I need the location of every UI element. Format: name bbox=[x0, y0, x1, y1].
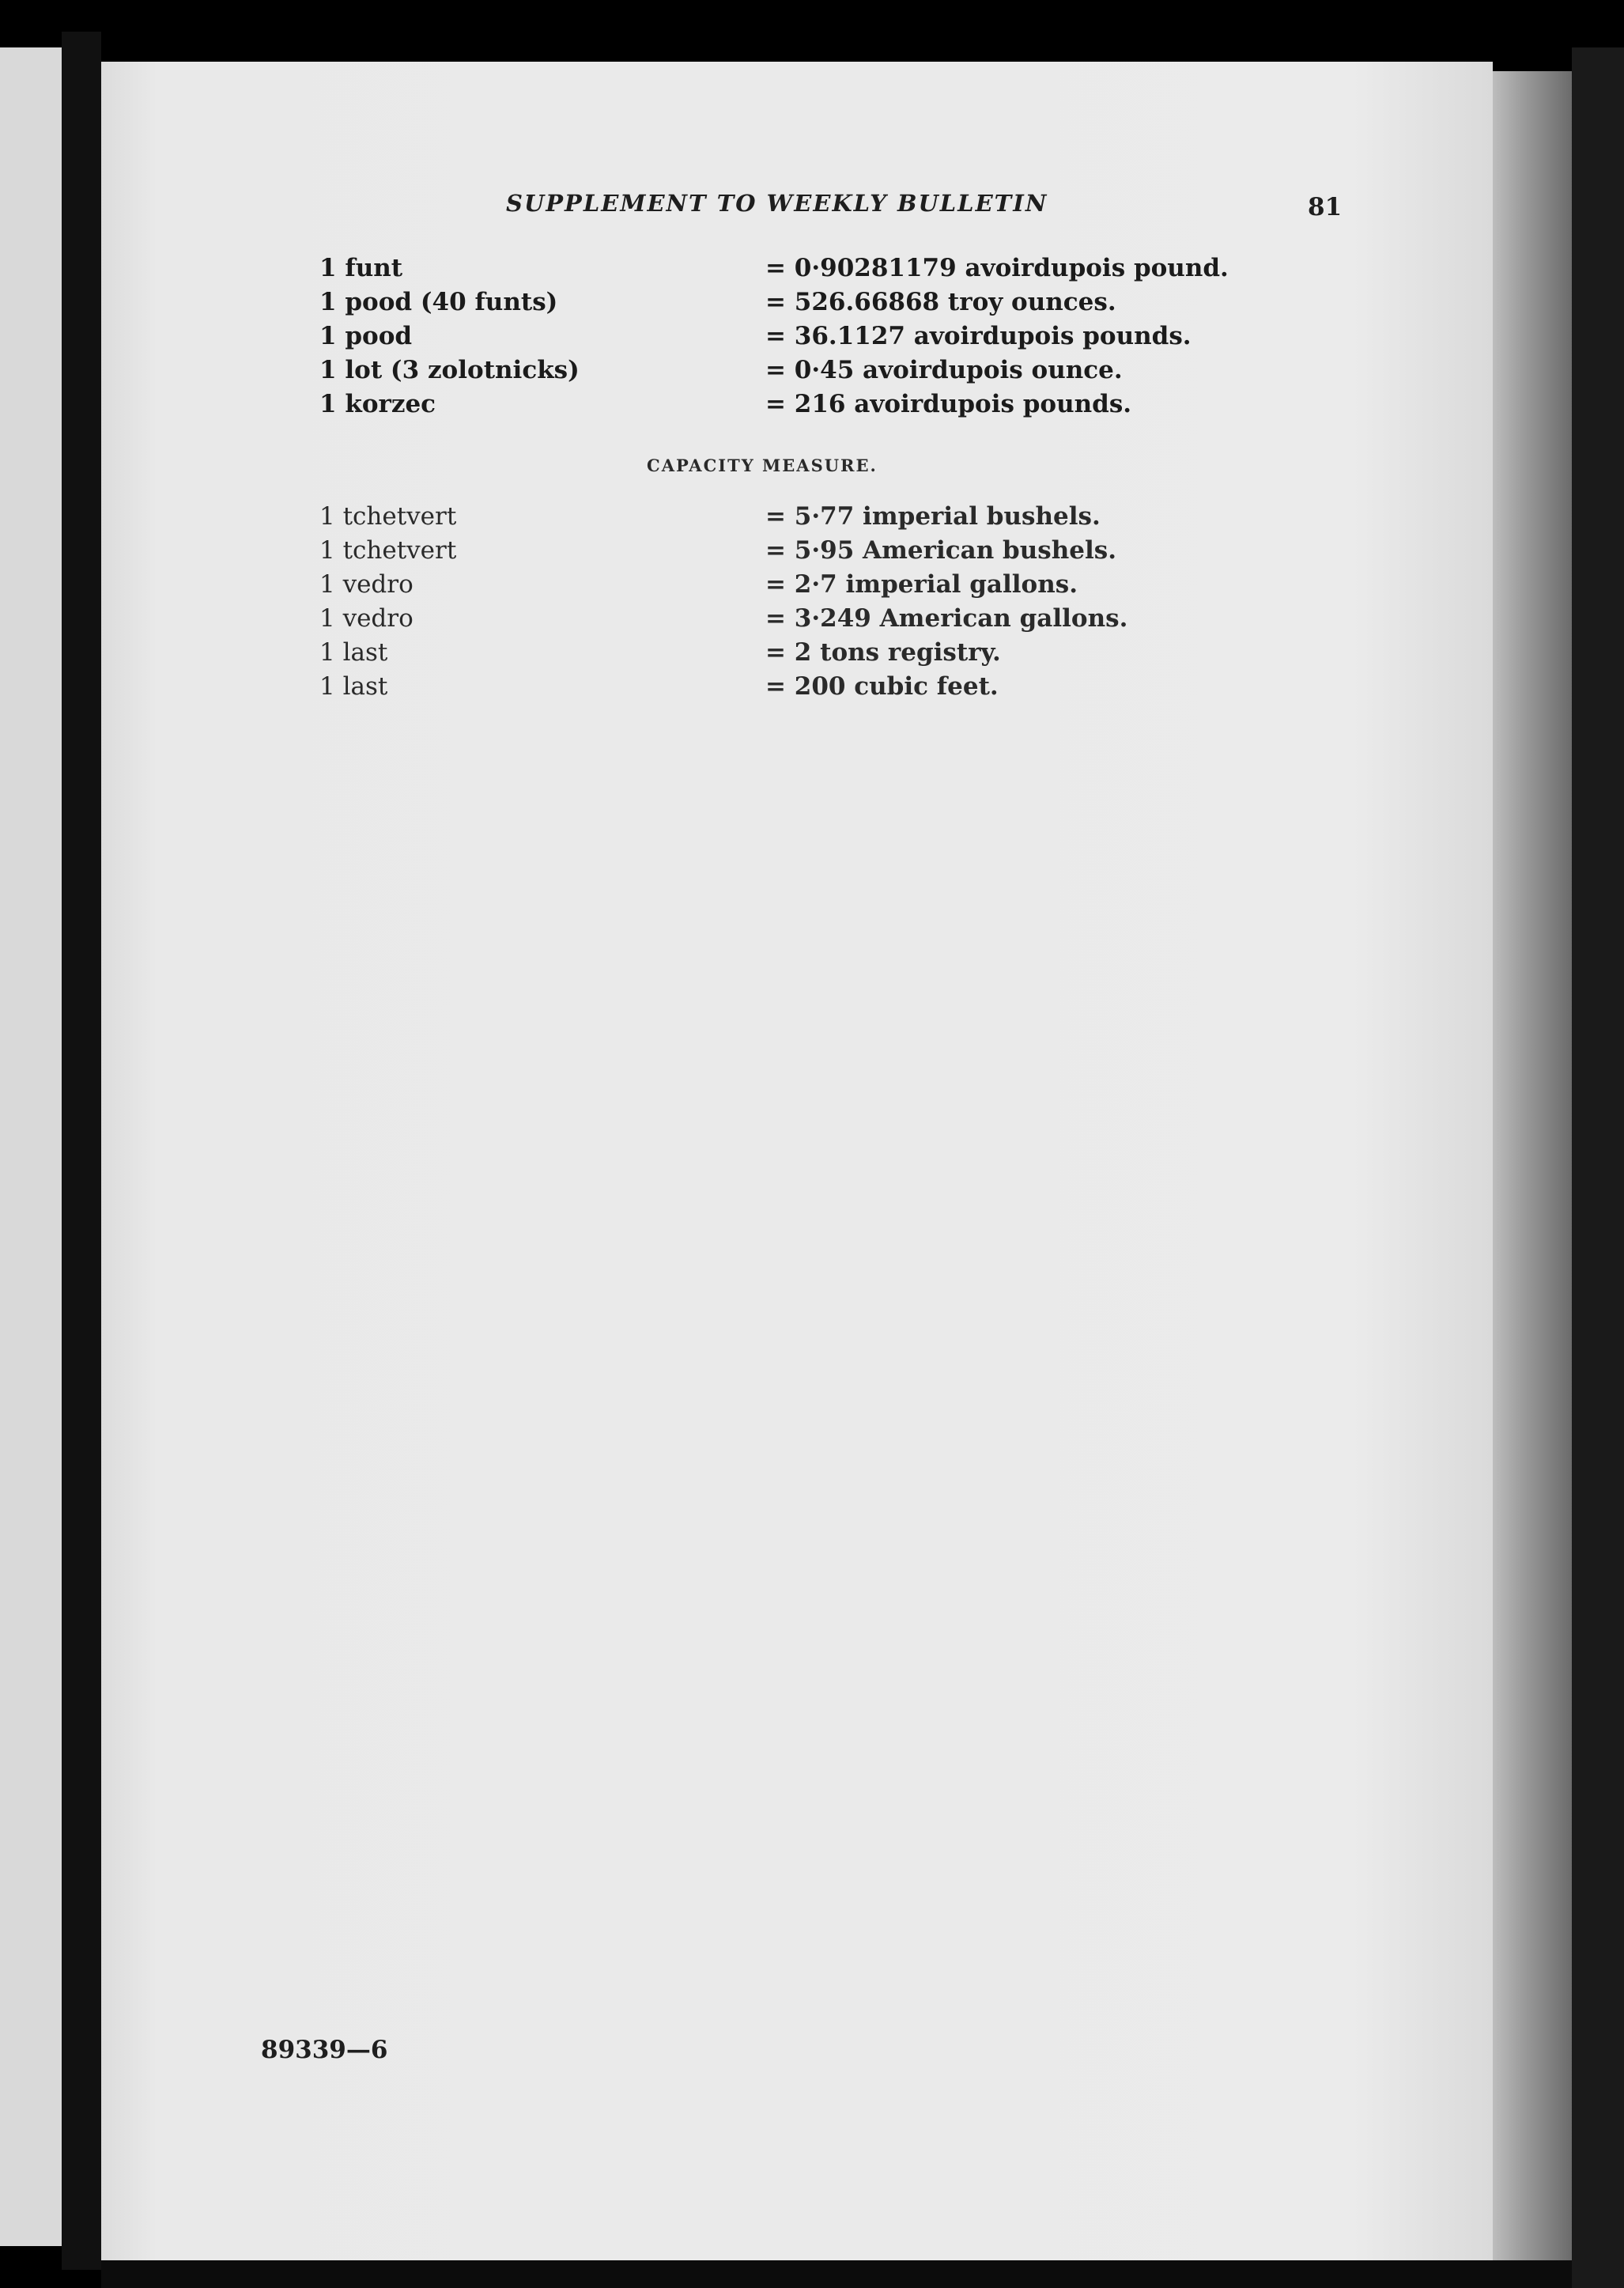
table-row bbox=[319, 602, 1268, 636]
table-row bbox=[319, 534, 1268, 568]
unit-label: 1 funt bbox=[319, 254, 403, 282]
unit-equivalent: = 216 avoirdupois pounds. bbox=[765, 390, 1132, 418]
table-row bbox=[319, 354, 1268, 388]
running-head: SUPPLEMENT TO WEEKLY BULLETIN bbox=[506, 190, 1048, 217]
unit-equivalent: = 0·45 avoirdupois ounce. bbox=[765, 356, 1123, 384]
table-row bbox=[319, 286, 1268, 320]
table-row bbox=[319, 636, 1268, 670]
page-number: 81 bbox=[1308, 193, 1343, 221]
unit-label: 1 last bbox=[319, 638, 388, 667]
unit-equivalent: = 2 tons registry. bbox=[765, 638, 1001, 667]
unit-label: 1 tchetvert bbox=[319, 536, 457, 565]
unit-equivalent: = 200 cubic feet. bbox=[765, 672, 999, 701]
unit-equivalent: = 0·90281179 avoirdupois pound. bbox=[765, 254, 1229, 282]
page-edge-shadow bbox=[1493, 71, 1572, 2262]
weight-table bbox=[319, 251, 1268, 422]
scan-border-right bbox=[1572, 47, 1624, 2288]
table-row bbox=[319, 251, 1268, 286]
capacity-table bbox=[319, 500, 1268, 704]
unit-label: 1 pood (40 funts) bbox=[319, 288, 558, 316]
table-row bbox=[319, 320, 1268, 354]
unit-equivalent: = 5·95 American bushels. bbox=[765, 536, 1116, 565]
unit-equivalent: = 2·7 imperial gallons. bbox=[765, 570, 1078, 599]
unit-label: 1 korzec bbox=[319, 390, 436, 418]
printer-signature: 89339—6 bbox=[261, 2036, 388, 2064]
unit-equivalent: = 5·77 imperial bushels. bbox=[765, 502, 1101, 531]
unit-equivalent: = 3·249 American gallons. bbox=[765, 604, 1128, 633]
unit-label: 1 vedro bbox=[319, 570, 414, 599]
section-heading: CAPACITY MEASURE. bbox=[647, 456, 878, 475]
unit-label: 1 pood bbox=[319, 322, 413, 350]
unit-label: 1 last bbox=[319, 672, 388, 701]
unit-equivalent: = 36.1127 avoirdupois pounds. bbox=[765, 322, 1192, 350]
adjacent-page-edge bbox=[0, 47, 62, 2246]
unit-label: 1 vedro bbox=[319, 604, 414, 633]
table-row bbox=[319, 670, 1268, 704]
scan-border-bottom bbox=[101, 2260, 1572, 2288]
table-row bbox=[319, 500, 1268, 534]
unit-label: 1 lot (3 zolotnicks) bbox=[319, 356, 580, 384]
book-gutter bbox=[62, 32, 101, 2270]
table-row bbox=[319, 388, 1268, 422]
unit-label: 1 tchetvert bbox=[319, 502, 457, 531]
table-row bbox=[319, 568, 1268, 602]
unit-equivalent: = 526.66868 troy ounces. bbox=[765, 288, 1116, 316]
